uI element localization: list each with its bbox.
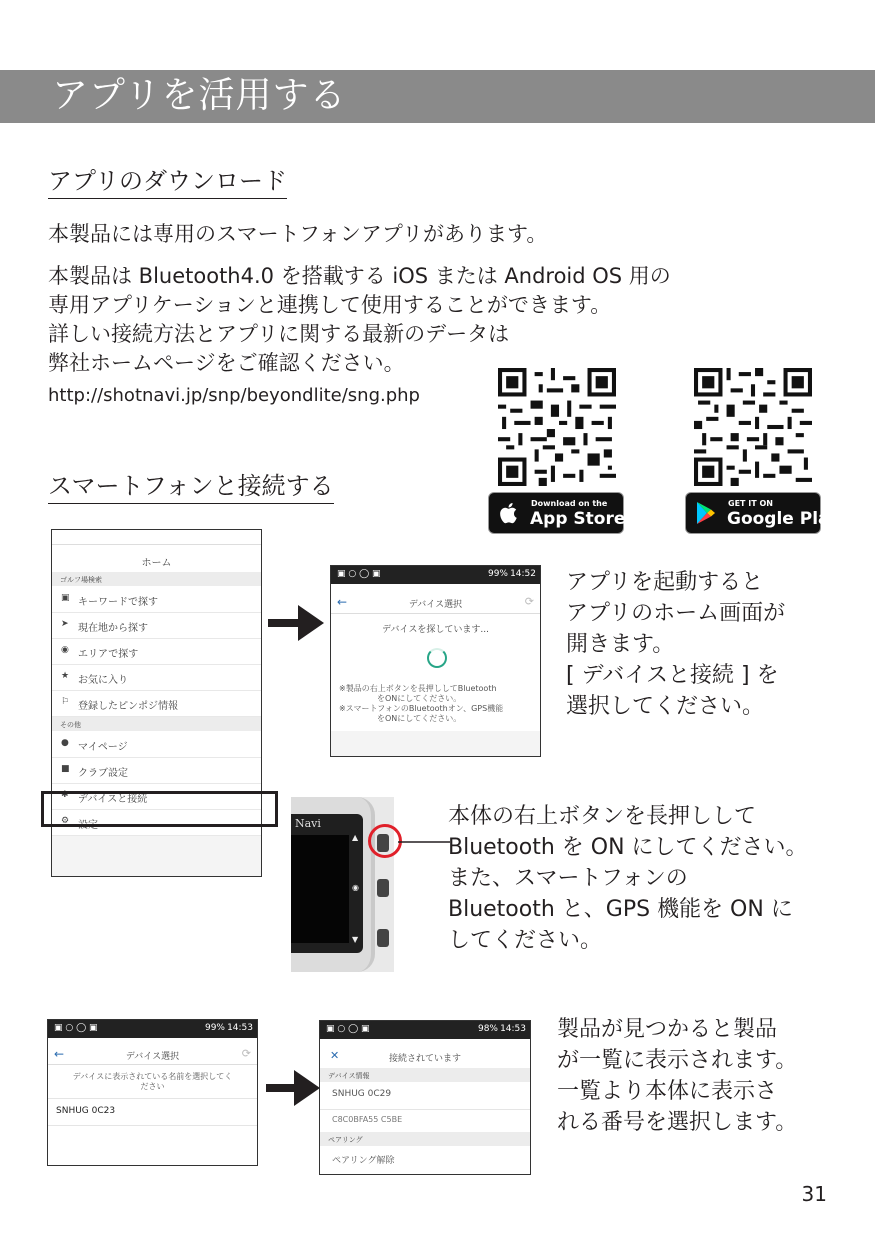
- square-icon: ■: [61, 764, 70, 774]
- refresh-icon[interactable]: ⟳: [241, 1047, 251, 1060]
- back-arrow-icon[interactable]: ←: [337, 595, 348, 609]
- home-section-golf: [52, 572, 261, 586]
- highlight-device-connect: [41, 791, 278, 827]
- step2-text: [448, 801, 808, 956]
- download-para-2: 専用アプリケーションと連携して使用することができます。: [48, 293, 612, 317]
- googleplay-big-text: Google Play: [727, 509, 841, 529]
- step1-line: 開きます。: [566, 632, 675, 657]
- page-title: アプリを活用する: [52, 75, 347, 116]
- device-photo: [291, 797, 394, 972]
- download-para-4: 弊社ホームページをご確認ください。: [48, 351, 405, 375]
- step3-line: 製品が見つかると製品: [557, 1017, 778, 1042]
- search-note: [339, 684, 503, 724]
- pointer-line: [398, 838, 450, 846]
- status-bar: [48, 1020, 257, 1038]
- search-note-line: をONにしてください。: [377, 694, 462, 703]
- home-item-label: 現在地から探す: [78, 623, 148, 634]
- status-battery: 99%: [204, 1023, 225, 1033]
- status-icons-left: ▣ ○ ◯ ▣: [54, 1023, 98, 1033]
- loading-spinner: [427, 648, 447, 668]
- step1-line: [ デバイスと接続 ] を: [566, 663, 779, 688]
- download-heading: アプリのダウンロード: [48, 166, 287, 199]
- step1-line: アプリのホーム画面が: [566, 601, 786, 626]
- gears-icon: ⚙: [61, 816, 70, 826]
- bluetooth-icon: ✱: [61, 790, 69, 800]
- home-item-location[interactable]: [52, 613, 261, 639]
- searching-text: デバイスを探しています...: [382, 625, 489, 635]
- list-instruction-line: デバイスに表示されている名前を選択してく: [72, 1072, 233, 1081]
- home-item-label: 登録したピンポジ情報: [78, 701, 178, 712]
- step2-line: 本体の右上ボタンを長押しして: [448, 804, 757, 829]
- connected-title: 接続されています: [388, 1054, 461, 1064]
- status-time: 14:52: [510, 569, 536, 579]
- step1-line: アプリを起動すると: [566, 570, 764, 595]
- download-intro: 本製品には専用のスマートフォンアプリがあります。: [48, 222, 548, 246]
- back-arrow-icon[interactable]: ←: [54, 1047, 65, 1061]
- download-para-3: 詳しい接続方法とアプリに関する最新のデータは: [48, 322, 510, 346]
- download-url[interactable]: http://shotnavi.jp/snp/beyondlite/sng.php: [48, 385, 420, 406]
- connected-device-name: SNHUG 0C29: [332, 1089, 392, 1099]
- home-section-other-label: その他: [60, 721, 81, 729]
- qr-code-appstore[interactable]: [498, 368, 616, 486]
- home-top-bar: [52, 530, 261, 545]
- google-play-badge[interactable]: [685, 492, 841, 534]
- home-item-area[interactable]: [52, 639, 261, 665]
- device-list-screenshot: [47, 1019, 258, 1166]
- appstore-small-text: Download on the: [531, 499, 608, 508]
- step1-text: [566, 567, 785, 722]
- home-item-label: 設定: [78, 820, 98, 831]
- home-item-keyword[interactable]: [52, 587, 261, 613]
- status-time: 14:53: [500, 1024, 526, 1034]
- button-highlight-circle: [368, 824, 402, 858]
- device-list-item[interactable]: [48, 1098, 257, 1126]
- arrow-right-icon: [268, 603, 326, 643]
- step2-line: Bluetooth と、GPS 機能を ON に: [448, 897, 793, 922]
- home-item-favorites[interactable]: [52, 665, 261, 691]
- home-item-label: デバイスと接続: [78, 794, 148, 805]
- list-instruction-line: ださい: [140, 1082, 165, 1091]
- star-icon: ★: [61, 671, 70, 681]
- status-icons-left: ▣ ○ ◯ ▣: [326, 1024, 370, 1034]
- connected-section-pairing-label: ペアリング: [328, 1136, 363, 1144]
- home-item-label: キーワードで探す: [78, 597, 158, 608]
- device-up-icon: ▲: [352, 833, 359, 842]
- search-empty-area: [331, 731, 540, 756]
- status-bar: [331, 566, 540, 584]
- flag-icon: ⚐: [61, 697, 70, 707]
- home-item-label: お気に入り: [78, 675, 128, 686]
- device-bottom-button[interactable]: [377, 929, 389, 947]
- connected-screenshot: [319, 1020, 531, 1175]
- step3-line: れる番号を選択します。: [557, 1110, 798, 1135]
- page-number: 31: [801, 1182, 827, 1206]
- device-down-icon: ▼: [352, 935, 359, 944]
- connected-section-device: [320, 1068, 530, 1082]
- connect-heading: スマートフォンと接続する: [48, 471, 334, 504]
- map-icon: ▣: [61, 593, 70, 603]
- location-arrow-icon: ➤: [61, 619, 69, 629]
- step3-line: 一覧より本体に表示さ: [557, 1079, 778, 1104]
- step3-text: [557, 1014, 797, 1138]
- home-item-label: クラブ設定: [78, 768, 128, 779]
- connected-section-pairing: [320, 1132, 530, 1146]
- appstore-big-text: App Store: [530, 509, 626, 529]
- home-title: ホーム: [141, 558, 172, 569]
- home-item-pin[interactable]: [52, 691, 261, 717]
- search-note-line: ※製品の右上ボタンを長押ししてBluetooth: [339, 684, 497, 693]
- list-instruction: [48, 1072, 257, 1092]
- home-section-golf-label: ゴルフ場検索: [60, 576, 102, 584]
- device-middle-button[interactable]: [377, 879, 389, 897]
- refresh-icon[interactable]: ⟳: [524, 595, 534, 608]
- device-center-icon: ◉: [352, 883, 359, 892]
- home-item-mypage[interactable]: [52, 732, 261, 758]
- user-icon: ●: [61, 738, 69, 748]
- search-note-line: をONにしてください。: [377, 714, 462, 723]
- status-icons-left: ▣ ○ ◯ ▣: [337, 569, 381, 579]
- list-divider: [48, 1064, 257, 1065]
- step1-line: 選択してください。: [566, 694, 765, 719]
- search-note-line: ※スマートフォンのBluetoothオン、GPS機能: [339, 704, 504, 713]
- home-item-label: マイページ: [78, 742, 128, 753]
- status-battery: 98%: [477, 1024, 498, 1034]
- apple-icon: [499, 501, 521, 525]
- step3-line: が一覧に表示されます。: [557, 1048, 798, 1073]
- step2-line: Bluetooth を ON にしてください。: [448, 835, 808, 860]
- step2-line: また、スマートフォンの: [448, 866, 688, 891]
- qr-code-googleplay[interactable]: [694, 368, 812, 486]
- unpair-button[interactable]: ペアリング解除: [332, 1156, 395, 1166]
- status-time: 14:53: [227, 1023, 253, 1033]
- home-section-other: [52, 717, 261, 731]
- step2-line: してください。: [448, 928, 603, 953]
- device-screen: [291, 835, 349, 943]
- connected-device-uuid: C8C0BFA55 C5BE: [332, 1115, 403, 1124]
- app-store-badge[interactable]: [488, 492, 624, 534]
- close-icon[interactable]: ✕: [330, 1049, 340, 1062]
- download-para-1: 本製品は Bluetooth4.0 を搭載する iOS または Android OS 用の: [48, 264, 671, 288]
- play-icon: [696, 501, 716, 525]
- arrow-right-icon: [266, 1068, 322, 1108]
- device-brand: Navi: [295, 817, 321, 830]
- list-title: デバイス選択: [125, 1052, 180, 1062]
- device-list-item-name: SNHUG 0C23: [56, 1106, 116, 1116]
- connected-divider: [320, 1109, 530, 1110]
- globe-icon: ◉: [61, 645, 69, 655]
- search-title: デバイス選択: [408, 600, 463, 610]
- status-bar: [320, 1021, 530, 1039]
- home-empty-area: [52, 836, 261, 876]
- search-divider: [331, 613, 540, 614]
- home-item-club[interactable]: [52, 758, 261, 784]
- status-battery: 99%: [487, 569, 508, 579]
- home-item-label: エリアで探す: [78, 649, 139, 660]
- device-search-screenshot: [330, 565, 541, 757]
- googleplay-small-text: GET IT ON: [728, 499, 773, 508]
- connected-section-device-label: デバイス情報: [328, 1072, 370, 1080]
